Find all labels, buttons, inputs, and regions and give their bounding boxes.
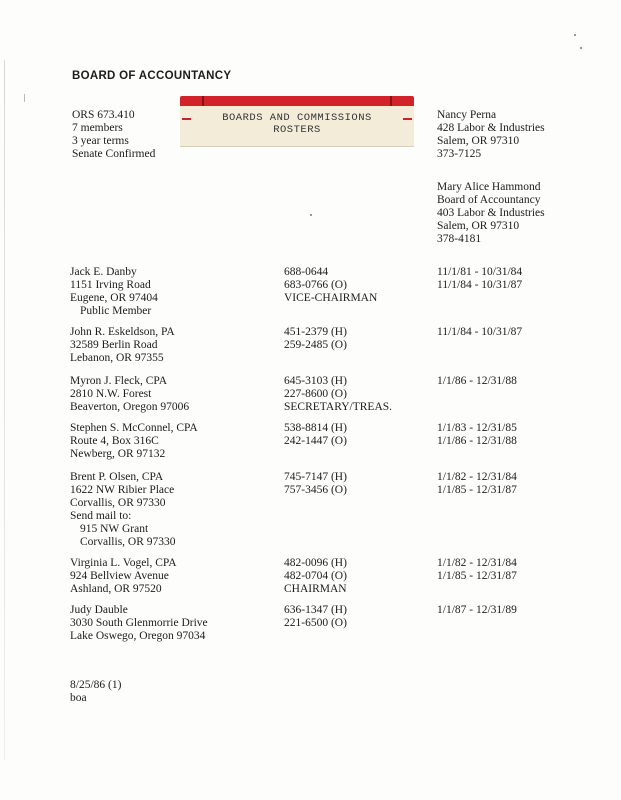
statute-line: ORS 673.410 xyxy=(72,109,135,121)
document-footer xyxy=(70,679,121,705)
contact-line: 428 Labor & Industries xyxy=(437,122,545,134)
board-statute-info xyxy=(72,109,155,161)
member-phones: 538-8814 (H) 242-1447 (O) xyxy=(284,422,347,447)
scan-speck xyxy=(310,214,312,216)
member-phones: 482-0096 (H) 482-0704 (O) CHAIRMAN xyxy=(284,557,347,595)
rosters-tab-label xyxy=(180,96,414,148)
member-terms: 11/1/84 - 10/31/87 xyxy=(437,326,523,338)
member-terms: 1/1/82 - 12/31/84 1/1/85 - 12/31/87 xyxy=(437,557,517,582)
contact-line: Salem, OR 97310 xyxy=(437,220,520,232)
tab-red-strip xyxy=(180,96,414,106)
scan-speck xyxy=(580,47,582,49)
contact-block-board xyxy=(437,181,545,246)
member-name: Jack E. Danby xyxy=(70,266,137,278)
member-phones: 636-1347 (H) 221-6500 (O) xyxy=(284,604,347,629)
tab-label-line-1: BOARDS AND COMMISSIONS xyxy=(222,112,372,124)
board-title: BOARD OF ACCOUNTANCY xyxy=(72,70,232,82)
tab-label-text xyxy=(180,112,414,136)
member-phones: 645-3103 (H) 227-8600 (O) SECRETARY/TREAS. xyxy=(284,375,393,413)
member-address: Judy Dauble 3030 South Glenmorrie Drive Lake Oswego, Oregon 97034 xyxy=(70,604,208,642)
member-terms: 1/1/87 - 12/31/89 xyxy=(437,604,517,616)
member-name: John R. Eskeldson, PA xyxy=(70,326,175,338)
member-address: John R. Eskeldson, PA 32589 Berlin Road Lebanon, OR 97355 xyxy=(70,326,175,364)
member-phones: 451-2379 (H) 259-2485 (O) xyxy=(284,326,347,351)
scan-mark xyxy=(24,94,25,102)
member-address: Stephen S. McConnel, CPA Route 4, Box 316C Newberg, OR 97132 xyxy=(70,422,198,460)
member-name: Myron J. Fleck, CPA xyxy=(70,375,168,387)
scan-speck xyxy=(574,34,576,36)
member-address: Brent P. Olsen, CPA 1622 NW Ribier Place Corvallis, OR 97330 Send mail to: 915 NW Grant Corvallis, OR 97330 xyxy=(70,471,176,548)
contact-block-staff xyxy=(437,109,545,161)
member-phones: 745-7147 (H) 757-3456 (O) xyxy=(284,471,347,496)
footer-date: 8/25/86 (1) xyxy=(70,679,122,691)
member-terms: 1/1/82 - 12/31/84 1/1/85 - 12/31/87 xyxy=(437,471,517,496)
members-count-line: 7 members xyxy=(72,122,123,134)
confirmation-line: Senate Confirmed xyxy=(72,148,156,160)
tab-notch-right xyxy=(390,96,392,106)
member-name: Virginia L. Vogel, CPA xyxy=(70,557,177,569)
member-terms: 1/1/83 - 12/31/85 1/1/86 - 12/31/88 xyxy=(437,422,517,447)
member-name: Judy Dauble xyxy=(70,604,128,616)
member-phones: 688-0644 683-0766 (O) VICE-CHAIRMAN xyxy=(284,266,378,304)
member-name: Brent P. Olsen, CPA xyxy=(70,471,164,483)
member-terms: 11/1/81 - 10/31/84 11/1/84 - 10/31/87 xyxy=(437,266,523,291)
member-terms: 1/1/86 - 12/31/88 xyxy=(437,375,517,387)
tab-notch-left xyxy=(202,96,204,106)
member-name: Stephen S. McConnel, CPA xyxy=(70,422,198,434)
contact-line: Nancy Perna xyxy=(437,109,497,121)
member-address: Virginia L. Vogel, CPA 924 Bellview Avenue Ashland, OR 97520 xyxy=(70,557,177,595)
tab-label-line-2: ROSTERS xyxy=(273,124,321,136)
contact-line: Salem, OR 97310 xyxy=(437,135,520,147)
member-role: VICE-CHAIRMAN xyxy=(284,292,378,304)
mail-to-label: Send mail to: xyxy=(70,510,132,522)
contact-line: 403 Labor & Industries xyxy=(437,207,545,219)
contact-line: Board of Accountancy xyxy=(437,194,541,206)
page-edge-shadow xyxy=(4,60,5,760)
member-role: CHAIRMAN xyxy=(284,583,347,595)
member-address: Myron J. Fleck, CPA 2810 N.W. Forest Beaverton, Oregon 97006 xyxy=(70,375,190,413)
member-role: SECRETARY/TREAS. xyxy=(284,401,393,413)
member-address: Jack E. Danby 1151 Irving Road Eugene, OR 97404 Public Member xyxy=(70,266,158,317)
contact-line: 373-7125 xyxy=(437,148,482,160)
footer-initials: boa xyxy=(70,692,87,704)
term-length-line: 3 year terms xyxy=(72,135,129,147)
contact-line: 378-4181 xyxy=(437,233,482,245)
contact-line: Mary Alice Hammond xyxy=(437,181,541,193)
